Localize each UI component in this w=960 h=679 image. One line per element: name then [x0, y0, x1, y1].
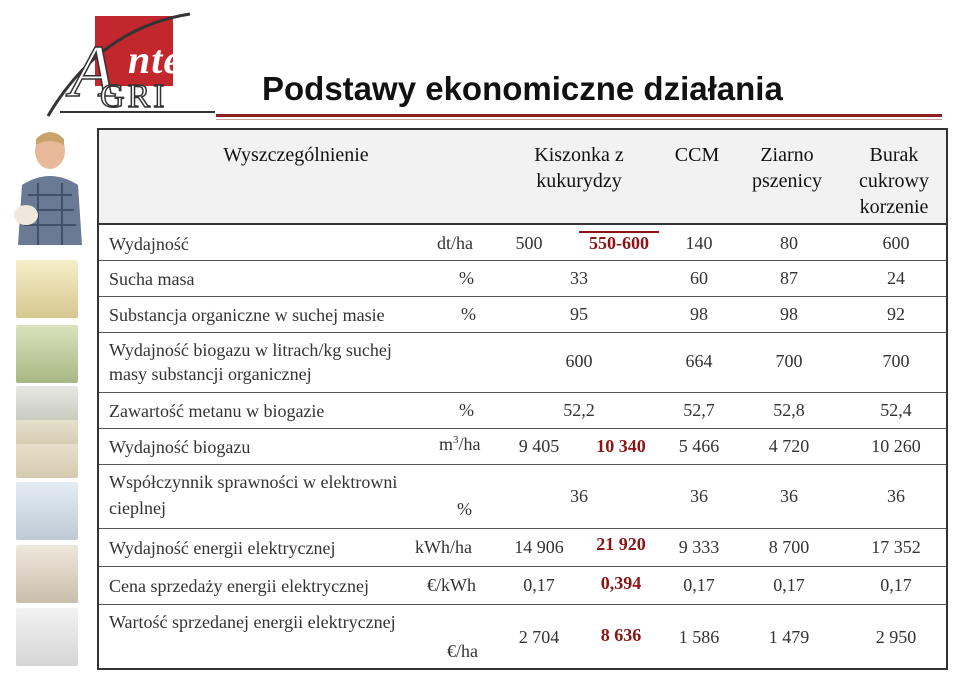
- bales-photo: [16, 420, 78, 478]
- farmer-photo: [8, 125, 82, 245]
- sky-photo: [16, 482, 78, 540]
- logo-word: nter: [128, 37, 199, 82]
- logo-gri: GRI: [100, 78, 168, 115]
- header-ccm: CCM: [674, 144, 720, 166]
- field-photo: [16, 325, 78, 383]
- header-kiszonka: Kiszonka z kukurydzy: [534, 144, 624, 192]
- table-row: Wartość sprzedanej energii elektrycznej €/ha 2 704 8 636 1 586 1 479 2 950: [109, 612, 917, 661]
- page-title: Podstawy ekonomiczne działania: [262, 70, 783, 107]
- header-burak: Burak cukrowy korzenie: [859, 144, 929, 218]
- photo-strip: [0, 120, 82, 679]
- title-underline: [216, 114, 942, 117]
- table-header: [99, 130, 946, 225]
- table-row: Wydajność biogazu w litrach/kg suchej masy substancji organicznej 600 664 700 700: [99, 333, 946, 393]
- sheep-photo: [16, 608, 78, 666]
- table-row: Substancja organiczne w suchej masie % 95 98 98 92: [99, 297, 946, 333]
- table-row: Zawartość metanu w biogazie % 52,2 52,7 52,8 52,4: [99, 393, 946, 429]
- table-row: Współczynnik sprawności w elektrowni cieplnej % 36 36 36 36: [99, 465, 946, 529]
- title-underline-thin: [216, 119, 942, 120]
- inter-agri-logo: [40, 8, 220, 120]
- unit-m3ha: $m^3/ha$: [439, 434, 481, 454]
- economics-table: [97, 128, 948, 670]
- table-row: Sucha masa % 33 60 87 24: [99, 261, 946, 297]
- table-row: Wydajność dt/ha 500 550-600 140 80 600: [99, 227, 946, 261]
- table-row: Wydajność biogazu $m^3/ha$ 9 405 10 340 5 466 4 720 10 260: [99, 429, 946, 465]
- header-ziarno: Ziarno pszenicy: [752, 144, 822, 192]
- table-row: Cena sprzedaży energii elektrycznej €/kWh 0,17 0,394 0,17 0,17 0,17: [99, 567, 946, 605]
- table-row: Wydajność energii elektrycznej kWh/ha 14 906 21 920 9 333 8 700 17 352: [99, 529, 946, 567]
- header-label: Wyszczególnienie: [223, 144, 369, 166]
- logo-letter-a: A: [70, 31, 116, 113]
- grain-photo: [16, 545, 78, 603]
- wheat-photo: [16, 260, 78, 318]
